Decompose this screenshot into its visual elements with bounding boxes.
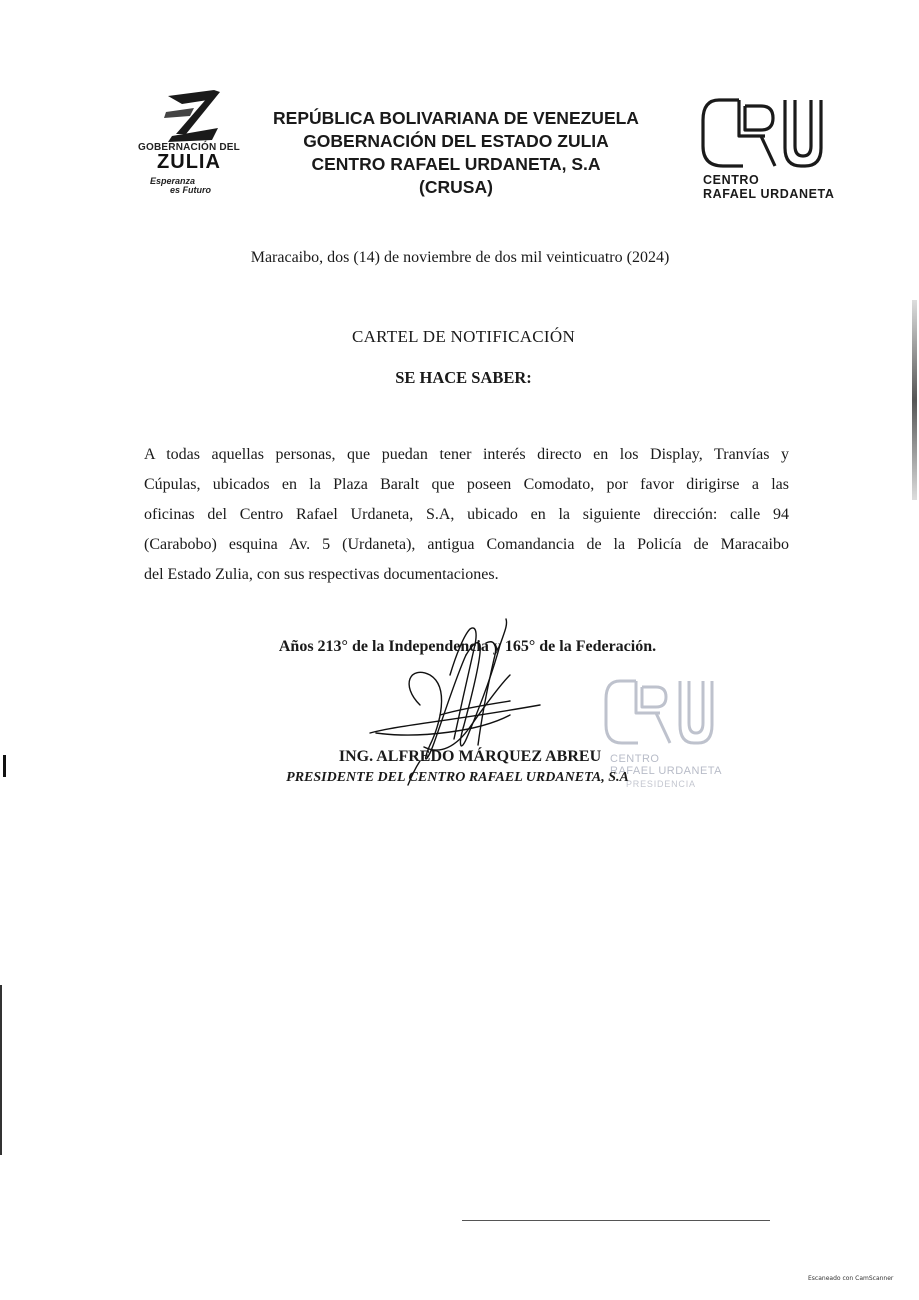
signer-name: ING. ALFREDO MÁRQUEZ ABREU: [338, 748, 602, 765]
centro-rafael-urdaneta-logo: [699, 96, 835, 204]
signer-role: PRESIDENTE DEL CENTRO RAFAEL URDANETA, S.A: [286, 770, 629, 785]
bottom-rule: [462, 1220, 770, 1221]
document-header: [250, 107, 662, 199]
header-line4: (CRUSA): [419, 177, 493, 197]
logo-right-caption-line1: CENTRO: [703, 173, 760, 187]
stamp-line2: RAFAEL URDANETA: [610, 765, 723, 777]
notice-title: CARTEL DE NOTIFICACIÓN: [351, 327, 576, 346]
logo-left-line2: ZULIA: [157, 151, 221, 173]
handwritten-signature: [360, 615, 560, 810]
stamp-line1: CENTRO: [610, 753, 660, 765]
cru-monogram-icon: [699, 96, 829, 172]
logo-left-motto-line1: Esperanza: [150, 176, 196, 186]
body-line: oficinas del Centro Rafael Urdaneta, S.A, ubicado en la siguiente dirección: calle 94: [144, 506, 789, 523]
gobernacion-zulia-logo: [128, 88, 250, 206]
logo-right-caption-line2: RAFAEL URDANETA: [703, 187, 835, 201]
logo-left-motto: [150, 177, 250, 195]
scan-edge-mark: [912, 300, 917, 500]
header-line1: REPÚBLICA BOLIVARIANA DE VENEZUELA: [273, 108, 639, 128]
scan-edge-mark: [0, 985, 2, 1155]
date-line: Maracaibo, dos (14) de noviembre de dos mil veinticuatro (2024): [250, 249, 670, 266]
zulia-z-emblem-icon: [128, 88, 250, 144]
notice-body: [144, 440, 789, 590]
scanner-footer-note: Escaneado con CamScanner: [808, 1275, 894, 1282]
logo-left-motto-line2: es Futuro: [170, 185, 212, 195]
independence-motto: Años 213° de la Independencia y 165° de la Federación.: [278, 638, 657, 655]
stamp-line3: PRESIDENCIA: [626, 779, 696, 789]
scan-edge-mark: [3, 755, 6, 777]
body-line: A todas aquellas personas, que puedan tener interés directo en los Display, Tranvías y: [144, 446, 789, 463]
body-line: Cúpulas, ubicados en la Plaza Baralt que poseen Comodato, por favor dirigirse a las: [144, 476, 789, 493]
logo-left-line1: GOBERNACIÓN DEL: [138, 142, 240, 153]
body-line: (Carabobo) esquina Av. 5 (Urdaneta), antigua Comandancia de la Policía de Maracaibo: [144, 536, 789, 553]
body-line: del Estado Zulia, con sus respectivas documentaciones.: [144, 566, 499, 583]
header-line3: CENTRO RAFAEL URDANETA, S.A: [311, 154, 601, 174]
notice-subtitle: SE HACE SABER:: [395, 368, 532, 387]
header-line2: GOBERNACIÓN DEL ESTADO ZULIA: [303, 131, 609, 151]
